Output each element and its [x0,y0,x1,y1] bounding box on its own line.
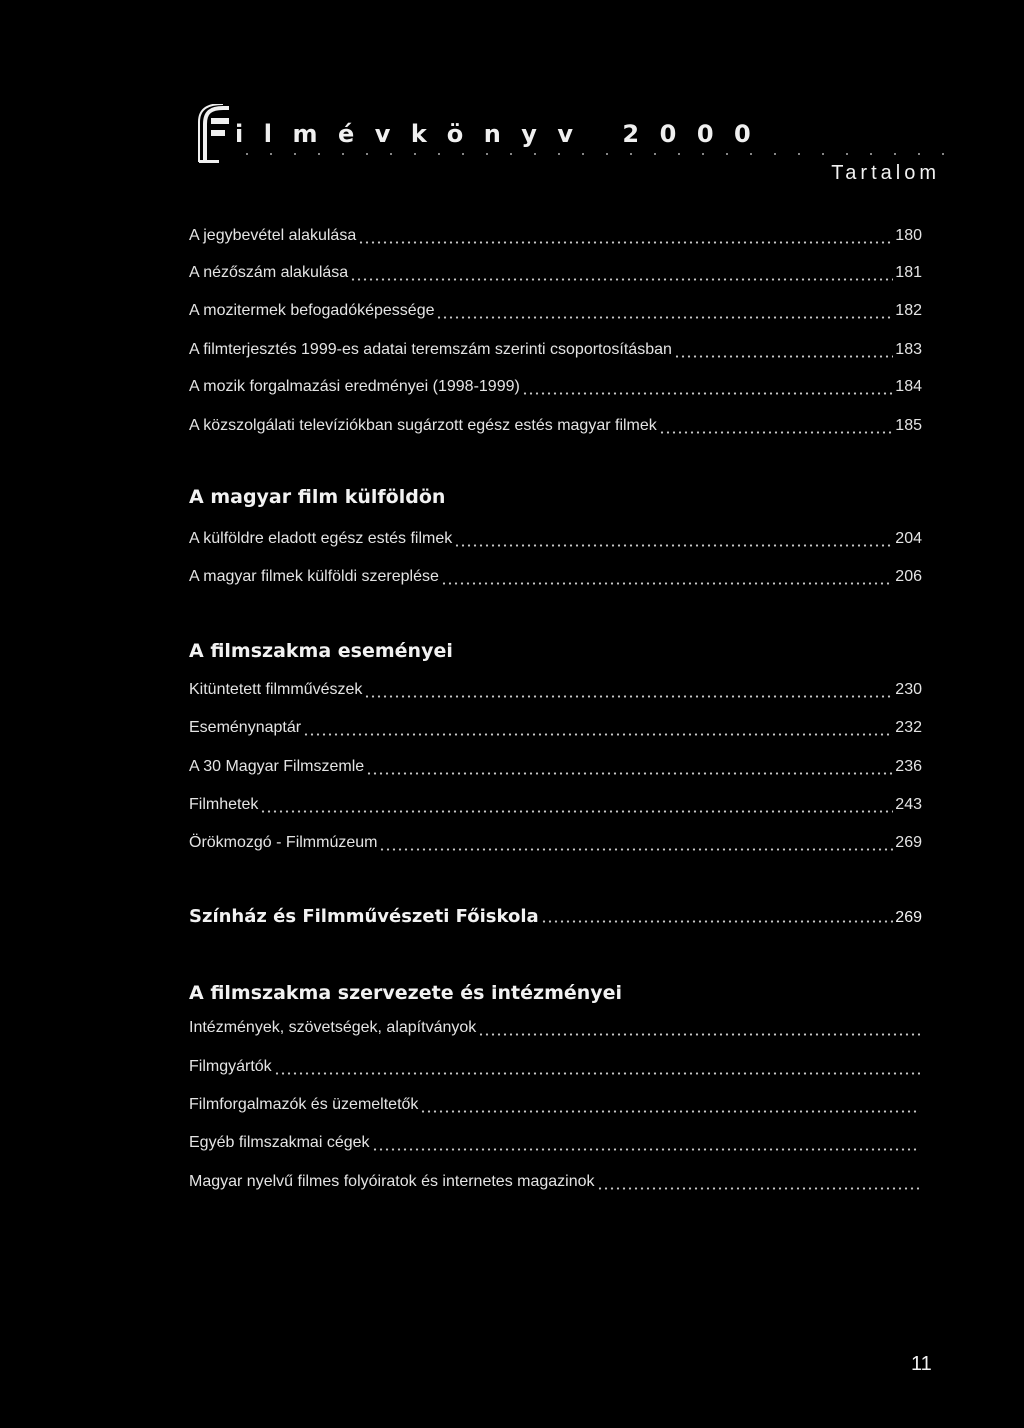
toc-entry-page: 236 [895,758,922,775]
dot-leader [350,277,893,282]
toc-entry-page: 206 [895,568,922,585]
toc-entry-label: A közszolgálati televíziókban sugárzott egész estés magyar filmek [189,417,657,434]
toc-entry-page: 182 [895,302,922,319]
dot-leader [436,315,893,320]
toc-entry[interactable] [189,834,922,856]
yearbook-title: ilmévkönyv 2000 [235,120,772,148]
dot-leader [303,732,893,737]
toc-entry[interactable] [189,302,922,324]
dot-leader [366,771,893,776]
title-dotted-rule [235,152,955,156]
section-heading: A filmszakma eseményei [189,640,453,662]
toc-entry[interactable] [189,530,922,552]
toc-entry[interactable] [189,227,922,249]
toc-entry[interactable] [189,758,922,780]
section-heading: A magyar film külföldön [189,486,446,508]
dot-leader [454,543,893,548]
toc-entry[interactable] [189,796,922,818]
toc-entry-page: 184 [895,378,922,395]
dot-leader [358,240,893,245]
film-reel-f-icon [197,104,231,164]
toc-entry-label: A mozik forgalmazási eredményei (1998-1999) [189,378,520,395]
toc-entry-label: Színház és Filmművészeti Főiskola [189,906,539,927]
toc-entry-page: 181 [895,264,922,281]
toc-entry-label: Egyéb filmszakmai cégek [189,1134,370,1151]
toc-entry[interactable] [189,1173,922,1195]
dot-leader [597,1186,920,1191]
dot-leader [364,694,893,699]
toc-entry-page: 243 [895,796,922,813]
dot-leader [541,919,894,924]
toc-entry-page: 232 [895,719,922,736]
section-heading: A filmszakma szervezete és intézményei [189,982,623,1004]
toc-entry[interactable] [189,1058,922,1080]
toc-entry[interactable] [189,417,922,439]
toc-entry[interactable] [189,1096,922,1118]
toc-entry[interactable] [189,264,922,286]
toc-entry-page: 180 [895,227,922,244]
dot-leader [522,391,893,396]
toc-entry-label: Kitüntetett filmművészek [189,681,363,698]
toc-entry-label: A magyar filmek külföldi szereplése [189,568,439,585]
toc-entry-label: A mozitermek befogadóképessége [189,302,435,319]
toc-entry-label: Filmgyártók [189,1058,272,1075]
dot-leader [478,1032,920,1037]
toc-entry-label: Filmforgalmazók és üzemeltetők [189,1096,419,1113]
toc-entry[interactable] [189,681,922,703]
dot-leader [274,1071,920,1076]
toc-entry-label: Intézmények, szövetségek, alapítványok [189,1019,477,1036]
toc-entry-page: 183 [895,341,922,358]
dot-leader [372,1147,920,1152]
toc-entry-page: 269 [895,909,922,926]
dot-leader [260,809,893,814]
toc-entry-label: A nézőszám alakulása [189,264,349,281]
contents-heading: Tartalom [831,162,940,184]
toc-entry-label: A külföldre eladott egész estés filmek [189,530,453,547]
toc-entry-label: Örökmozgó - Filmmúzeum [189,834,378,851]
dot-leader [441,581,893,586]
toc-entry-page: 230 [895,681,922,698]
toc-entry-label: Filmhetek [189,796,259,813]
page-number: 11 [911,1353,932,1375]
toc-entry[interactable] [189,1134,922,1156]
toc-entry[interactable] [189,341,922,363]
toc-entry-label: A 30 Magyar Filmszemle [189,758,365,775]
toc-entry-label: A filmterjesztés 1999-es adatai teremszám szerinti csoportosításban [189,341,672,358]
dot-leader [420,1109,920,1114]
toc-entry[interactable] [189,719,922,741]
toc-entry-label: Magyar nyelvű filmes folyóiratok és internetes magazinok [189,1173,595,1190]
toc-entry-label: A jegybevétel alakulása [189,227,357,244]
dot-leader [659,430,894,435]
toc-entry-page: 204 [895,530,922,547]
toc-entry[interactable] [189,1019,922,1041]
toc-entry-heading[interactable] [189,906,922,928]
toc-entry-page: 185 [895,417,922,434]
toc-entry[interactable] [189,568,922,590]
dot-leader [674,354,893,359]
toc-entry[interactable] [189,378,922,400]
toc-entry-page: 269 [895,834,922,851]
toc-entry-label: Eseménynaptár [189,719,302,736]
dot-leader [379,847,893,852]
